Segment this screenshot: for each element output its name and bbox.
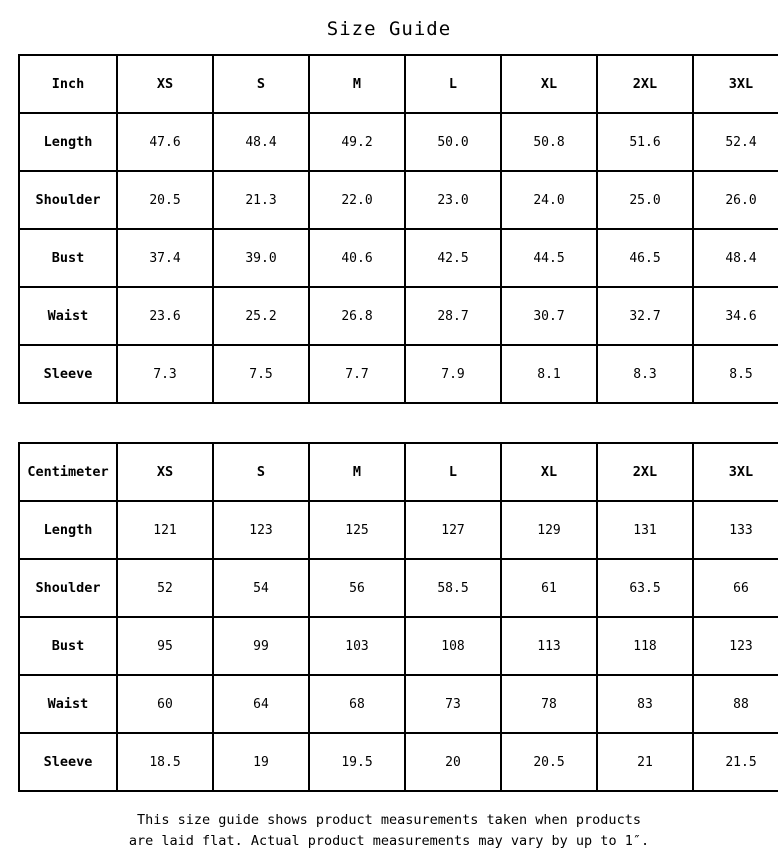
cell: 46.5 bbox=[597, 229, 693, 287]
size-guide-footnote bbox=[0, 792, 778, 852]
table-header-row bbox=[19, 443, 778, 501]
cell: 8.5 bbox=[693, 345, 778, 403]
cell: 37.4 bbox=[117, 229, 213, 287]
row-label: Length bbox=[19, 113, 117, 171]
table-row bbox=[19, 171, 778, 229]
inch-size-table bbox=[18, 54, 778, 404]
column-header-m: M bbox=[309, 443, 405, 501]
row-label: Waist bbox=[19, 287, 117, 345]
cell: 50.0 bbox=[405, 113, 501, 171]
cell: 24.0 bbox=[501, 171, 597, 229]
cell: 20.5 bbox=[117, 171, 213, 229]
column-header-s: S bbox=[213, 443, 309, 501]
table-row bbox=[19, 617, 778, 675]
table-row bbox=[19, 501, 778, 559]
cell: 7.9 bbox=[405, 345, 501, 403]
cell: 48.4 bbox=[213, 113, 309, 171]
inch-table-container bbox=[0, 54, 778, 404]
cell: 25.0 bbox=[597, 171, 693, 229]
cell: 123 bbox=[693, 617, 778, 675]
cell: 123 bbox=[213, 501, 309, 559]
cell: 131 bbox=[597, 501, 693, 559]
cell: 54 bbox=[213, 559, 309, 617]
centimeter-table-container bbox=[0, 442, 778, 792]
page-title: Size Guide bbox=[326, 18, 452, 40]
row-label: Sleeve bbox=[19, 345, 117, 403]
cell: 50.8 bbox=[501, 113, 597, 171]
column-header-unit: Centimeter bbox=[19, 443, 117, 501]
cell: 20 bbox=[405, 733, 501, 791]
row-label: Bust bbox=[19, 617, 117, 675]
cell: 66 bbox=[693, 559, 778, 617]
column-header-2xl: 2XL bbox=[597, 443, 693, 501]
cell: 20.5 bbox=[501, 733, 597, 791]
table-header-row bbox=[19, 55, 778, 113]
column-header-l: L bbox=[405, 443, 501, 501]
cell: 21 bbox=[597, 733, 693, 791]
column-header-unit: Inch bbox=[19, 55, 117, 113]
cell: 8.3 bbox=[597, 345, 693, 403]
row-label: Bust bbox=[19, 229, 117, 287]
cell: 7.3 bbox=[117, 345, 213, 403]
cell: 121 bbox=[117, 501, 213, 559]
table-row bbox=[19, 113, 778, 171]
cell: 30.7 bbox=[501, 287, 597, 345]
cell: 103 bbox=[309, 617, 405, 675]
cell: 88 bbox=[693, 675, 778, 733]
cell: 60 bbox=[117, 675, 213, 733]
cell: 51.6 bbox=[597, 113, 693, 171]
cell: 63.5 bbox=[597, 559, 693, 617]
centimeter-size-table bbox=[18, 442, 778, 792]
cell: 32.7 bbox=[597, 287, 693, 345]
cell: 48.4 bbox=[693, 229, 778, 287]
column-header-2xl: 2XL bbox=[597, 55, 693, 113]
cell: 49.2 bbox=[309, 113, 405, 171]
cell: 34.6 bbox=[693, 287, 778, 345]
cell: 19.5 bbox=[309, 733, 405, 791]
cell: 95 bbox=[117, 617, 213, 675]
cell: 127 bbox=[405, 501, 501, 559]
cell: 58.5 bbox=[405, 559, 501, 617]
table-row bbox=[19, 345, 778, 403]
table-row bbox=[19, 287, 778, 345]
cell: 21.3 bbox=[213, 171, 309, 229]
cell: 52.4 bbox=[693, 113, 778, 171]
column-header-xl: XL bbox=[501, 55, 597, 113]
cell: 40.6 bbox=[309, 229, 405, 287]
table-row bbox=[19, 675, 778, 733]
cell: 118 bbox=[597, 617, 693, 675]
cell: 99 bbox=[213, 617, 309, 675]
cell: 64 bbox=[213, 675, 309, 733]
cell: 7.7 bbox=[309, 345, 405, 403]
cell: 52 bbox=[117, 559, 213, 617]
cell: 26.8 bbox=[309, 287, 405, 345]
column-header-3xl: 3XL bbox=[693, 55, 778, 113]
column-header-xs: XS bbox=[117, 443, 213, 501]
column-header-3xl: 3XL bbox=[693, 443, 778, 501]
column-header-m: M bbox=[309, 55, 405, 113]
column-header-xs: XS bbox=[117, 55, 213, 113]
table-separator bbox=[0, 404, 778, 442]
table-row bbox=[19, 733, 778, 791]
cell: 23.0 bbox=[405, 171, 501, 229]
cell: 108 bbox=[405, 617, 501, 675]
cell: 83 bbox=[597, 675, 693, 733]
cell: 56 bbox=[309, 559, 405, 617]
row-label: Shoulder bbox=[19, 171, 117, 229]
row-label: Waist bbox=[19, 675, 117, 733]
cell: 42.5 bbox=[405, 229, 501, 287]
column-header-l: L bbox=[405, 55, 501, 113]
cell: 19 bbox=[213, 733, 309, 791]
cell: 61 bbox=[501, 559, 597, 617]
cell: 129 bbox=[501, 501, 597, 559]
table-row bbox=[19, 559, 778, 617]
cell: 47.6 bbox=[117, 113, 213, 171]
cell: 28.7 bbox=[405, 287, 501, 345]
cell: 25.2 bbox=[213, 287, 309, 345]
cell: 21.5 bbox=[693, 733, 778, 791]
row-label: Length bbox=[19, 501, 117, 559]
footnote-line-1: This size guide shows product measurements taken when products bbox=[137, 812, 641, 828]
column-header-s: S bbox=[213, 55, 309, 113]
cell: 7.5 bbox=[213, 345, 309, 403]
row-label: Shoulder bbox=[19, 559, 117, 617]
cell: 22.0 bbox=[309, 171, 405, 229]
cell: 113 bbox=[501, 617, 597, 675]
table-row bbox=[19, 229, 778, 287]
cell: 73 bbox=[405, 675, 501, 733]
cell: 8.1 bbox=[501, 345, 597, 403]
footnote-line-2: are laid flat. Actual product measurements may vary by up to 1″. bbox=[128, 833, 650, 849]
cell: 78 bbox=[501, 675, 597, 733]
cell: 133 bbox=[693, 501, 778, 559]
cell: 23.6 bbox=[117, 287, 213, 345]
cell: 44.5 bbox=[501, 229, 597, 287]
cell: 18.5 bbox=[117, 733, 213, 791]
row-label: Sleeve bbox=[19, 733, 117, 791]
cell: 39.0 bbox=[213, 229, 309, 287]
cell: 68 bbox=[309, 675, 405, 733]
column-header-xl: XL bbox=[501, 443, 597, 501]
cell: 26.0 bbox=[693, 171, 778, 229]
cell: 125 bbox=[309, 501, 405, 559]
